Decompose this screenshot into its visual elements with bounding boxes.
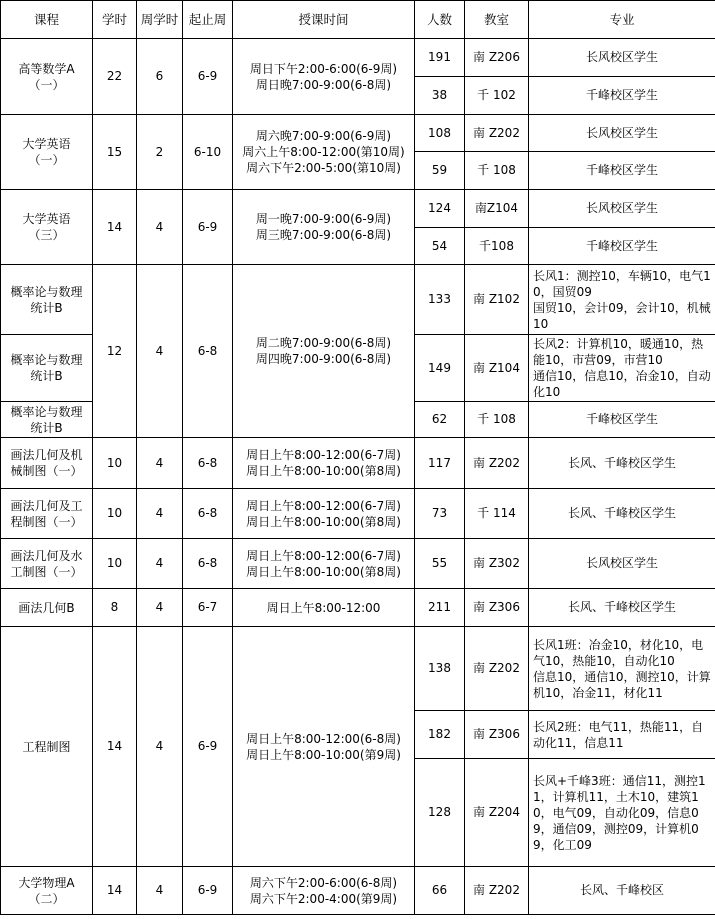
course-name: 概率论与数理 统计B [1,265,93,335]
course-hours: 15 [93,115,137,190]
section-room: 南 Z206 [465,39,529,77]
section-room: 千108 [465,228,529,265]
course-name: 工程制图 [1,627,93,867]
section-room: 千 102 [465,77,529,115]
course-name: 概率论与数理 统计B [1,402,93,438]
course-weeks: 6-9 [183,39,233,115]
course-name: 大学英语 （三） [1,190,93,265]
course-hours: 8 [93,589,137,627]
course-hours: 10 [93,539,137,589]
section-count: 59 [415,152,465,190]
table-row [1,190,715,228]
header-row [1,1,715,39]
course-weeks: 6-7 [183,589,233,627]
course-hours: 10 [93,438,137,489]
table-row [1,589,715,627]
course-time: 周日上午8:00-12:00(6-8周) 周日上午8:00-10:00(第9周) [233,627,415,867]
course-name: 高等数学A （一） [1,39,93,115]
course-hours: 10 [93,489,137,539]
course-name: 画法几何B [1,589,93,627]
section-major: 长风校区学生 [529,539,715,589]
section-major: 千峰校区学生 [529,152,715,190]
course-name: 画法几何及机 械制图（一） [1,438,93,489]
section-major: 长风校区学生 [529,190,715,228]
course-weekly-hours: 2 [137,115,183,190]
section-room: 千 108 [465,402,529,438]
section-major: 长风1：测控10，车辆10，电气10，国贸09 国贸10，会计09，会计10，机械10 [529,265,715,335]
course-name: 画法几何及水 工制图（一） [1,539,93,589]
table-row [1,627,715,711]
section-count: 108 [415,115,465,152]
section-major: 长风2：计算机10，暖通10，热能10，市营09，市营10 通信10，信息10，冶金10，自动化10 [529,335,715,402]
table-row [1,39,715,77]
course-hours: 22 [93,39,137,115]
table-row [1,115,715,152]
section-room: 南Z104 [465,190,529,228]
course-name: 概率论与数理 统计B [1,335,93,402]
course-name: 画法几何及工 程制图（一） [1,489,93,539]
course-weekly-hours: 4 [137,867,183,915]
course-time: 周一晚7:00-9:00(6-9周) 周三晚7:00-9:00(6-8周) [233,190,415,265]
course-weekly-hours: 4 [137,438,183,489]
header-time: 授课时间 [233,1,415,39]
section-major: 长风校区学生 [529,115,715,152]
section-room: 南 Z306 [465,711,529,759]
course-weeks: 6-8 [183,438,233,489]
section-major: 长风2班：电气11，热能11，自动化11，信息11 [529,711,715,759]
section-count: 38 [415,77,465,115]
section-major: 长风校区学生 [529,39,715,77]
course-weeks: 6-8 [183,489,233,539]
section-room: 千 114 [465,489,529,539]
section-room: 南 Z202 [465,438,529,489]
course-hours: 14 [93,867,137,915]
course-weekly-hours: 6 [137,39,183,115]
section-count: 66 [415,867,465,915]
section-major: 长风、千峰校区 [529,867,715,915]
section-count: 128 [415,759,465,867]
course-name: 大学英语 （一） [1,115,93,190]
section-count: 211 [415,589,465,627]
course-weekly-hours: 4 [137,190,183,265]
header-course: 课程 [1,1,93,39]
header-room: 教室 [465,1,529,39]
table-row [1,438,715,489]
course-weekly-hours: 4 [137,589,183,627]
section-major: 长风、千峰校区学生 [529,489,715,539]
section-room: 南 Z104 [465,335,529,402]
course-time: 周日上午8:00-12:00(6-7周) 周日上午8:00-10:00(第8周) [233,438,415,489]
course-time: 周日上午8:00-12:00(6-7周) 周日上午8:00-10:00(第8周) [233,539,415,589]
section-count: 191 [415,39,465,77]
section-room: 南 Z302 [465,539,529,589]
table-row [1,539,715,589]
table-row [1,265,715,335]
section-count: 124 [415,190,465,228]
header-weeks: 起止周 [183,1,233,39]
section-count: 138 [415,627,465,711]
section-room: 南 Z202 [465,115,529,152]
section-room: 南 Z204 [465,759,529,867]
section-count: 117 [415,438,465,489]
course-weekly-hours: 4 [137,489,183,539]
course-weeks: 6-10 [183,115,233,190]
course-weeks: 6-9 [183,867,233,915]
course-time: 周六晚7:00-9:00(6-9周) 周六上午8:00-12:00(第10周) 周六下午2:00-5:00(第10周) [233,115,415,190]
header-major: 专业 [529,1,715,39]
course-weekly-hours: 4 [137,627,183,867]
section-room: 南 Z306 [465,589,529,627]
section-count: 133 [415,265,465,335]
section-major: 长风1班：冶金10，材化10，电气10，热能10，自动化10 信息10，通信10，测控10，计算机10，冶金11，材化11 [529,627,715,711]
course-weeks: 6-9 [183,190,233,265]
table-row [1,867,715,915]
section-room: 南 Z102 [465,265,529,335]
course-time: 周日上午8:00-12:00(6-7周) 周日上午8:00-10:00(第8周) [233,489,415,539]
course-weekly-hours: 4 [137,539,183,589]
course-weekly-hours: 4 [137,265,183,438]
course-name: 大学物理A （二） [1,867,93,915]
course-time: 周六下午2:00-6:00(6-8周) 周六下午2:00-4:00(第9周) [233,867,415,915]
course-weeks: 6-8 [183,539,233,589]
section-count: 54 [415,228,465,265]
header-weekly-hours: 周学时 [137,1,183,39]
header-hours: 学时 [93,1,137,39]
course-hours: 14 [93,627,137,867]
course-weeks: 6-8 [183,265,233,438]
section-major: 长风、千峰校区学生 [529,589,715,627]
section-major: 千峰校区学生 [529,402,715,438]
header-count: 人数 [415,1,465,39]
course-hours: 14 [93,190,137,265]
section-major: 千峰校区学生 [529,77,715,115]
course-weeks: 6-9 [183,627,233,867]
section-room: 千 108 [465,152,529,190]
course-hours: 12 [93,265,137,438]
course-time: 周日下午2:00-6:00(6-9周) 周日晚7:00-9:00(6-8周) [233,39,415,115]
section-count: 62 [415,402,465,438]
section-room: 南 Z202 [465,627,529,711]
course-time: 周二晚7:00-9:00(6-8周) 周四晚7:00-9:00(6-8周) [233,265,415,438]
section-count: 182 [415,711,465,759]
section-major: 千峰校区学生 [529,228,715,265]
section-count: 55 [415,539,465,589]
section-major: 长风、千峰校区学生 [529,438,715,489]
section-count: 73 [415,489,465,539]
section-major: 长风+千峰3班：通信11，测控11，计算机11，土木10，建筑10，电气09，自动化09，信息09，通信09，测控09，计算机09，化工09 [529,759,715,867]
section-room: 南 Z202 [465,867,529,915]
table-row [1,489,715,539]
course-time: 周日上午8:00-12:00 [233,589,415,627]
section-count: 149 [415,335,465,402]
